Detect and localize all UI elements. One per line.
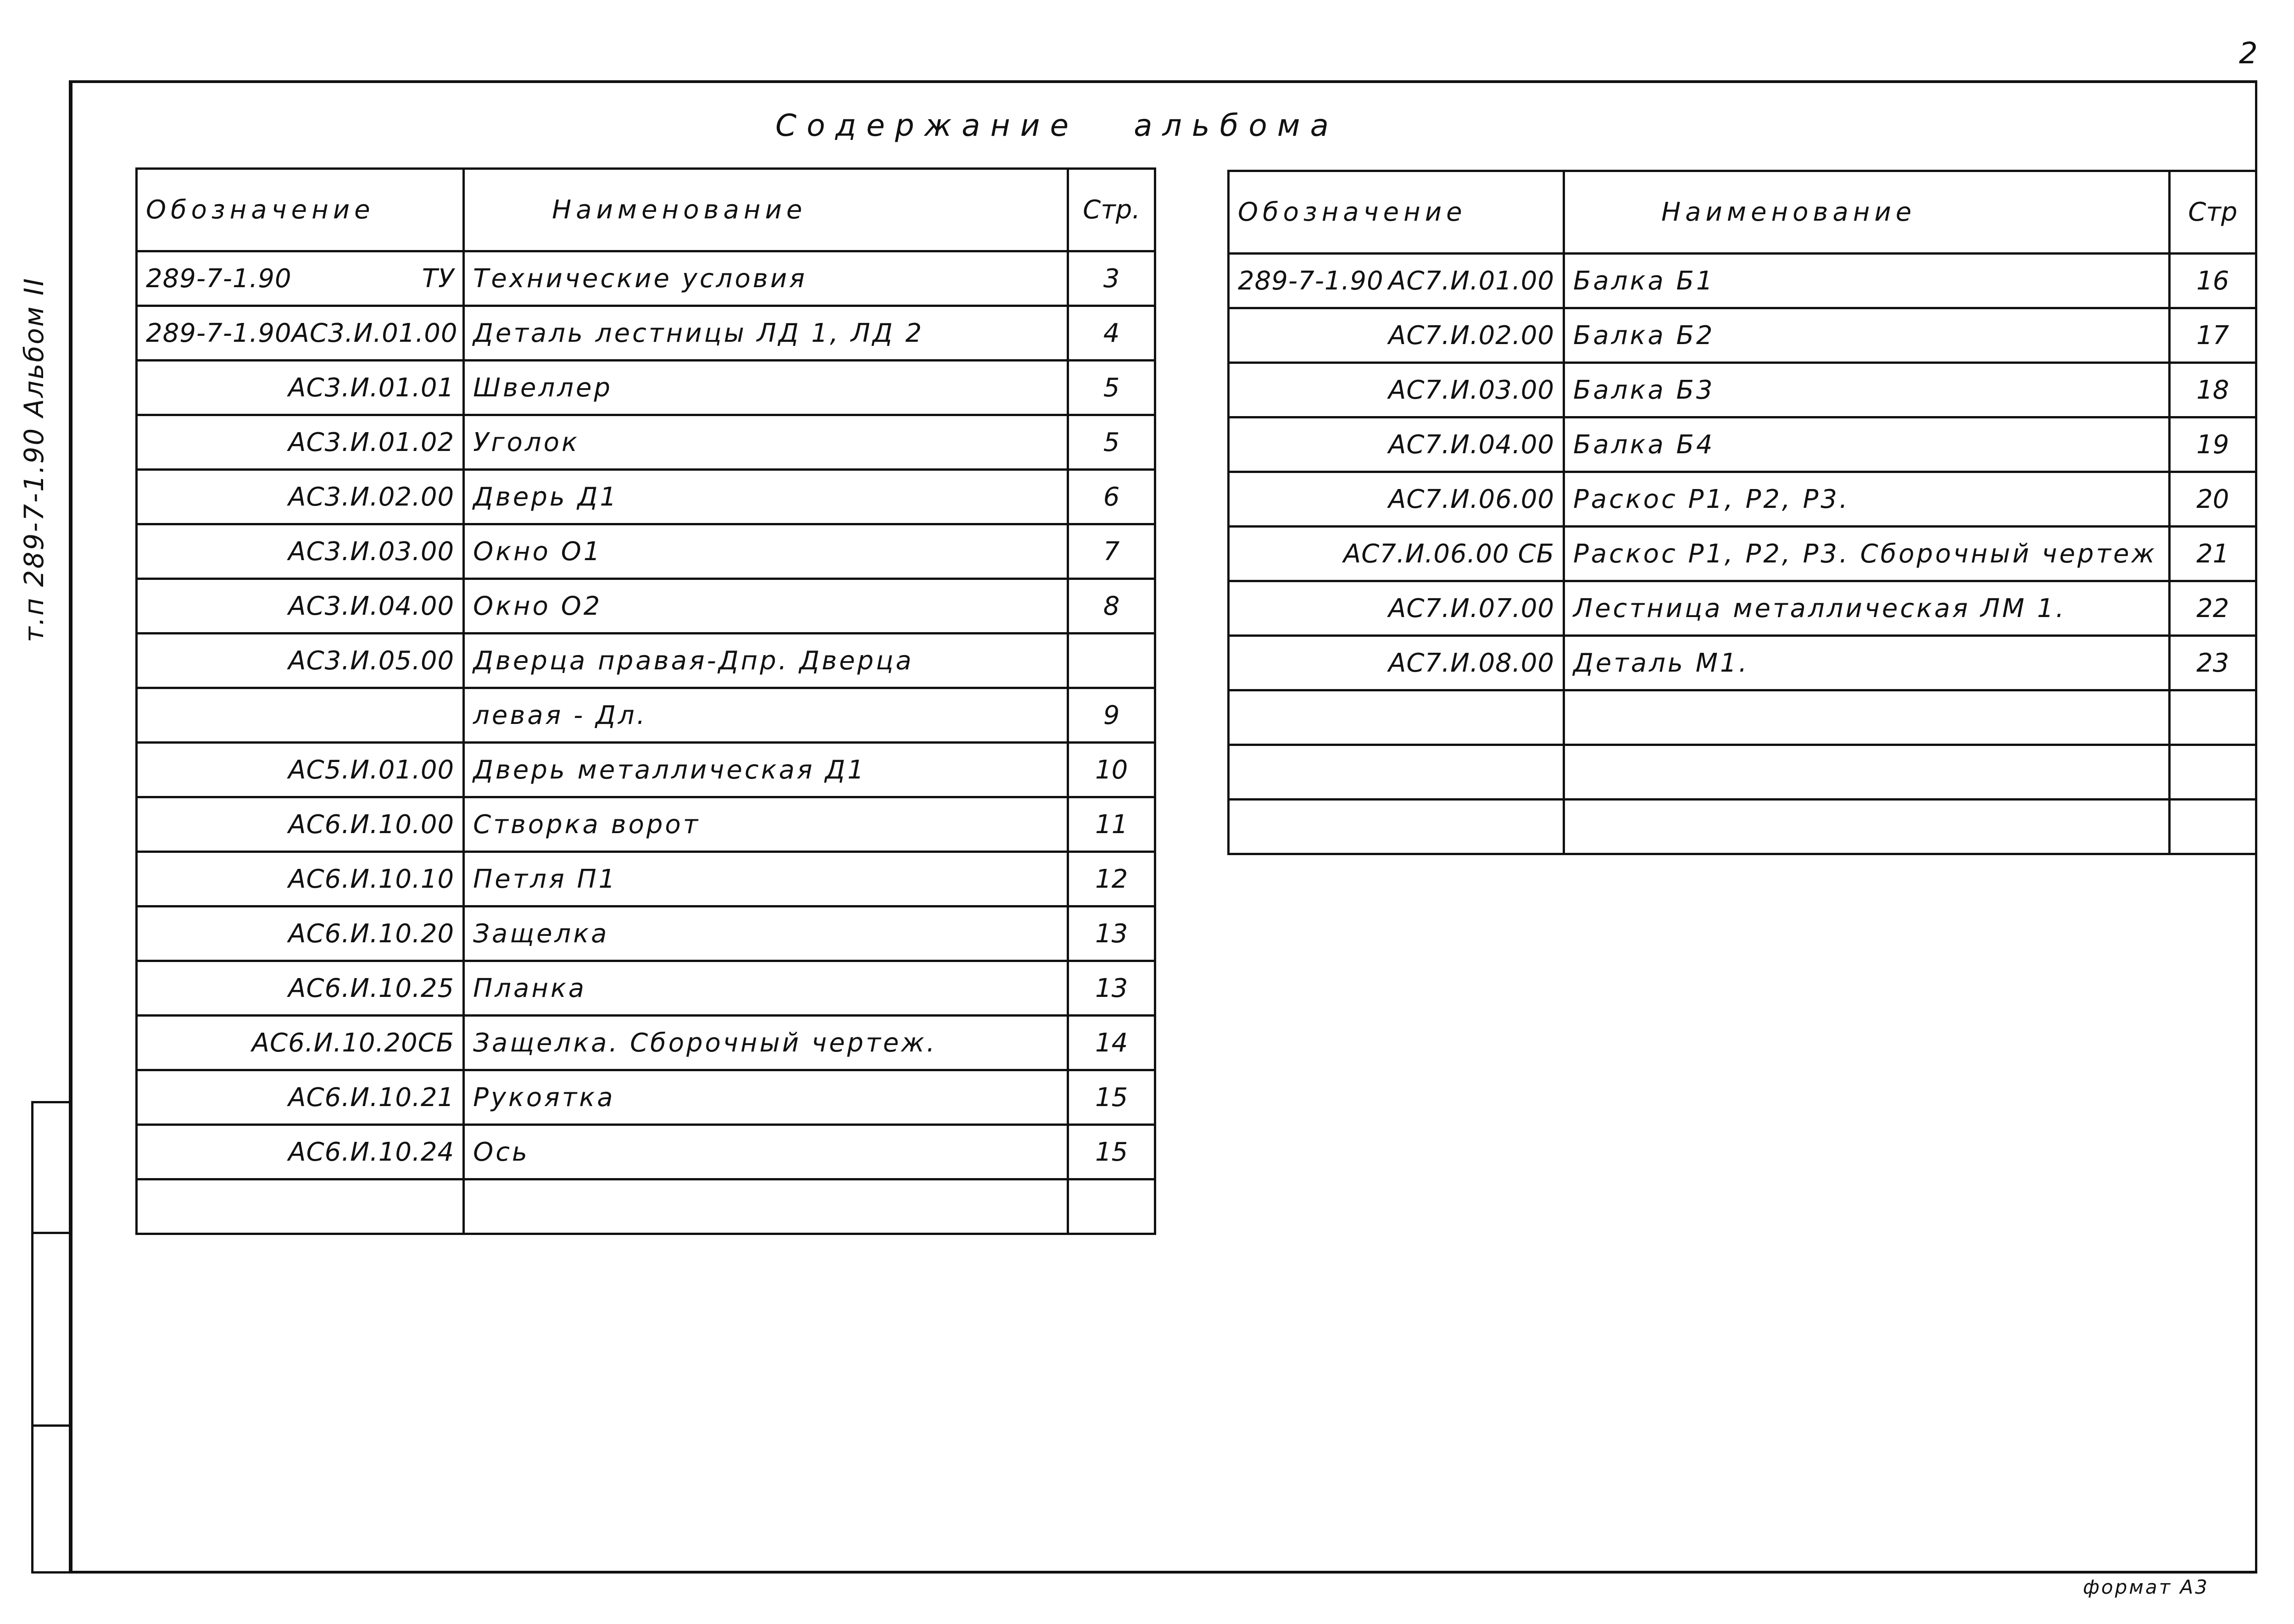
row-code-prefix: 289-7-1.90 [146,263,292,294]
row-code-cell [137,1016,464,1070]
row-code: АС6.И.10.00 [288,809,455,840]
row-name: Балка Б3 [1564,363,2169,417]
row-page: 20 [2169,472,2256,527]
row-name [464,1179,1068,1234]
row-page: 23 [2169,636,2256,690]
table-row [137,1125,1155,1179]
row-code-cell [137,361,464,415]
row-code-cell [137,852,464,907]
row-page: 12 [1068,852,1155,907]
row-code: АС6.И.10.25 [288,973,455,1003]
header-name: Наименование [1564,171,2169,254]
row-code-cell [1229,745,1564,800]
row-code-cell [137,1125,464,1179]
title-word-1: Содержание [775,108,1079,143]
table-row [137,688,1155,743]
row-code-cell [1229,254,1564,308]
table-row [137,579,1155,634]
row-page: 6 [1068,470,1155,524]
table-row [137,961,1155,1016]
row-name: Балка Б4 [1564,417,2169,472]
row-code-cell [137,579,464,634]
row-page: 4 [1068,306,1155,361]
row-code-cell [137,306,464,361]
row-page [2169,690,2256,745]
row-code: АС7.И.04.00 [1388,429,1554,460]
row-page [2169,745,2256,800]
table-row [1229,690,2256,745]
table-row [1229,800,2256,854]
row-page [1068,1179,1155,1234]
row-code: АС3.И.03.00 [288,536,455,567]
row-code-cell [1229,472,1564,527]
row-code-cell [137,524,464,579]
stamp-divider [33,1424,69,1427]
row-code-cell [137,797,464,852]
row-code-cell [137,1179,464,1234]
table-row [1229,472,2256,527]
toc-table-left [135,167,1156,1235]
row-code-cell [1229,690,1564,745]
table-row [137,1179,1155,1234]
row-code-cell [1229,636,1564,690]
row-name: Швеллер [464,361,1068,415]
table-row [1229,363,2256,417]
row-name: Лестница металлическая ЛМ 1. [1564,581,2169,636]
row-page: 5 [1068,415,1155,470]
row-name [1564,800,2169,854]
row-page: 14 [1068,1016,1155,1070]
row-code-cell [137,634,464,688]
table-row [1229,308,2256,363]
row-page: 13 [1068,961,1155,1016]
row-code: АС7.И.08.00 [1388,648,1554,678]
row-code: АС7.И.01.00 [1388,266,1554,296]
row-name: левая - Дл. [464,688,1068,743]
row-name: Технические условия [464,251,1068,306]
table-row [137,634,1155,688]
row-code: ТУ [422,263,455,294]
stamp-divider [33,1232,69,1234]
row-name: Ось [464,1125,1068,1179]
table-row [137,1016,1155,1070]
row-name [1564,745,2169,800]
table-row [137,797,1155,852]
row-code: АС3.И.05.00 [288,645,455,676]
row-code-cell [137,415,464,470]
side-stamp-strip [31,1101,69,1574]
row-page: 15 [1068,1125,1155,1179]
header-code: Обозначение [137,169,464,251]
row-code: АС7.И.06.00 СБ [1343,539,1554,569]
row-name [1564,690,2169,745]
table-row [137,743,1155,797]
title-word-2: альбома [1134,108,1339,143]
table-row [137,524,1155,579]
row-page: 11 [1068,797,1155,852]
row-name: Рукоятка [464,1070,1068,1125]
page-title [775,108,1339,143]
row-code-cell [137,961,464,1016]
row-code-cell [1229,527,1564,581]
header-page: Стр. [1068,169,1155,251]
row-code-cell [1229,363,1564,417]
table-row [137,852,1155,907]
row-page: 21 [2169,527,2256,581]
row-name: Окно О2 [464,579,1068,634]
row-code-prefix: 289-7-1.90 [1238,266,1384,296]
row-code: АС3.И.01.02 [288,427,455,457]
table-row [1229,636,2256,690]
row-code-cell [137,251,464,306]
table-header-row [137,169,1155,251]
row-code: АС3.И.01.01 [288,373,455,403]
row-code: АС3.И.04.00 [288,591,455,621]
format-note: формат А3 [2083,1576,2209,1598]
row-code: АС5.И.01.00 [288,755,455,785]
row-page: 9 [1068,688,1155,743]
row-name: Балка Б1 [1564,254,2169,308]
table-row [1229,417,2256,472]
row-code: АС6.И.10.24 [288,1137,455,1167]
row-code: АС7.И.02.00 [1388,320,1554,350]
table-row [1229,745,2256,800]
row-name: Створка ворот [464,797,1068,852]
row-code-cell [137,743,464,797]
row-page: 7 [1068,524,1155,579]
row-code-cell [137,688,464,743]
row-code: АС6.И.10.10 [288,864,455,894]
row-name: Уголок [464,415,1068,470]
table-row [137,251,1155,306]
row-name: Окно О1 [464,524,1068,579]
row-name: Петля П1 [464,852,1068,907]
row-code-cell [137,907,464,961]
header-code: Обозначение [1229,171,1564,254]
row-name: Защелка. Сборочный чертеж. [464,1016,1068,1070]
row-page: 18 [2169,363,2256,417]
table-row [1229,581,2256,636]
row-page: 5 [1068,361,1155,415]
row-name: Раскос Р1, Р2, Р3. [1564,472,2169,527]
table-row [137,907,1155,961]
row-code: АС7.И.03.00 [1388,375,1554,405]
row-code-cell [137,470,464,524]
row-code: АС6.И.10.21 [288,1082,455,1112]
table-row [137,306,1155,361]
row-name: Балка Б2 [1564,308,2169,363]
side-label: т.п 289-7-1.90 Альбом II [18,277,50,642]
row-name: Деталь лестницы ЛД 1, ЛД 2 [464,306,1068,361]
row-page: 13 [1068,907,1155,961]
table-row [137,415,1155,470]
row-code: АС3.И.01.00 [291,318,458,348]
table-row [1229,527,2256,581]
row-code-cell [1229,581,1564,636]
row-page: 16 [2169,254,2256,308]
row-code-prefix: 289-7-1.90 [146,318,292,348]
row-name: Дверь Д1 [464,470,1068,524]
row-code-cell [1229,800,1564,854]
row-page [1068,634,1155,688]
row-page: 22 [2169,581,2256,636]
row-name: Дверь металлическая Д1 [464,743,1068,797]
row-page: 8 [1068,579,1155,634]
row-code: АС6.И.10.20СБ [251,1028,455,1058]
row-page [2169,800,2256,854]
table-row [137,470,1155,524]
row-page: 17 [2169,308,2256,363]
row-code-cell [137,1070,464,1125]
row-name: Планка [464,961,1068,1016]
row-page: 15 [1068,1070,1155,1125]
row-page: 10 [1068,743,1155,797]
table-row [1229,254,2256,308]
header-name: Наименование [464,169,1068,251]
row-code: АС3.И.02.00 [288,482,455,512]
row-code: АС7.И.07.00 [1388,593,1554,623]
row-code-cell [1229,417,1564,472]
table-header-row [1229,171,2256,254]
row-page: 3 [1068,251,1155,306]
page-number: 2 [2239,37,2258,71]
toc-table-right [1227,170,2257,855]
row-code: АС7.И.06.00 [1388,484,1554,514]
row-name: Раскос Р1, Р2, Р3. Сборочный чертеж [1564,527,2169,581]
row-name: Деталь М1. [1564,636,2169,690]
row-name: Защелка [464,907,1068,961]
row-code: АС6.И.10.20 [288,918,455,949]
table-row [137,1070,1155,1125]
row-name: Дверца правая-Дпр. Дверца [464,634,1068,688]
row-code-cell [1229,308,1564,363]
row-page: 19 [2169,417,2256,472]
header-page: Стр [2169,171,2256,254]
table-row [137,361,1155,415]
